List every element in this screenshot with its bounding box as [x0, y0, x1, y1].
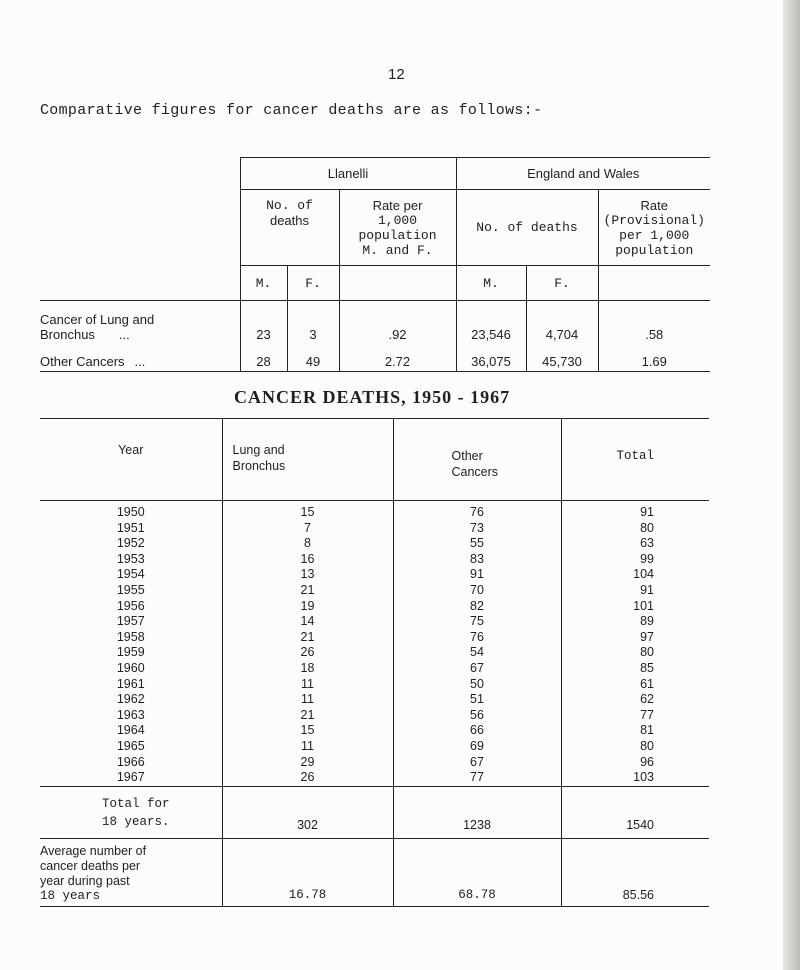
header-ew-m: M. [456, 266, 526, 301]
deaths-body [40, 501, 709, 787]
cell-year: 1967 [116, 770, 145, 785]
cell-ew-rate: .58 [598, 301, 710, 345]
comparison-header-row [40, 190, 710, 266]
cell-total: 80 [561, 521, 709, 537]
total-row [40, 786, 709, 838]
table-row [40, 630, 709, 646]
cell-rate: 2.72 [339, 345, 456, 372]
table-row [40, 661, 709, 677]
header-year: Year [40, 419, 222, 501]
header-lung-bronchus: Lung and Bronchus [222, 419, 393, 501]
cell-lung-bronchus: 26 [222, 770, 393, 786]
cell-total: 89 [561, 614, 709, 630]
total-lung: 302 [222, 786, 393, 838]
cell-other-cancers: 56 [393, 708, 561, 724]
header-ew-deaths: No. of deaths [456, 190, 598, 266]
cell-lung-bronchus: 11 [222, 677, 393, 693]
cell-lung-bronchus: 11 [222, 739, 393, 755]
cell-total: 104 [561, 567, 709, 583]
cell-year: 1955 [116, 582, 145, 597]
cell-year: 1951 [116, 520, 145, 535]
average-label: Average number of cancer deaths per year during past 18 years [40, 838, 222, 906]
cell-total: 63 [561, 536, 709, 552]
cell-total: 61 [561, 677, 709, 693]
cell-year: 1957 [116, 614, 145, 629]
table-row [40, 552, 709, 568]
cell-year: 1962 [116, 692, 145, 707]
table-row [40, 536, 709, 552]
cell-year: 1965 [116, 738, 145, 753]
cell-year: 1952 [116, 536, 145, 551]
cell-lung-bronchus: 14 [222, 614, 393, 630]
cell-year: 1950 [40, 501, 222, 521]
cell-lung-bronchus: 21 [222, 583, 393, 599]
table-row [40, 645, 709, 661]
cell-other-cancers: 66 [393, 723, 561, 739]
cell-lung-bronchus: 15 [222, 723, 393, 739]
cell-lung-bronchus: 19 [222, 599, 393, 615]
cell-lung-bronchus: 26 [222, 645, 393, 661]
comparison-mf-row [40, 266, 710, 301]
header-ew-f: F. [526, 266, 598, 301]
table-row [40, 770, 709, 786]
cell-year: 1963 [116, 707, 145, 722]
cell-total: 77 [561, 708, 709, 724]
comparison-group-header-row [40, 158, 710, 190]
average-all: 85.56 [561, 838, 709, 906]
table-row [40, 614, 709, 630]
page-number: 12 [388, 66, 405, 83]
cell-ew-m: 36,075 [456, 345, 526, 372]
cell-year: 1966 [116, 754, 145, 769]
deaths-header-row [40, 419, 709, 501]
cell-total: 96 [561, 755, 709, 771]
table-row [40, 501, 709, 521]
cell-other-cancers: 73 [393, 521, 561, 537]
cell-other-cancers: 83 [393, 552, 561, 568]
header-total: Total [561, 419, 709, 501]
cell-lung-bronchus: 13 [222, 567, 393, 583]
cell-lung-bronchus: 16 [222, 552, 393, 568]
cell-other-cancers: 54 [393, 645, 561, 661]
cell-year: 1961 [116, 676, 145, 691]
cell-ew-rate: 1.69 [598, 345, 710, 372]
cell-lung-bronchus: 21 [222, 708, 393, 724]
row-label-other: Other Cancers ... [40, 345, 240, 372]
comparison-table [40, 157, 710, 372]
table-row [40, 692, 709, 708]
cell-lung-bronchus: 18 [222, 661, 393, 677]
total-all: 1540 [561, 786, 709, 838]
average-row [40, 838, 709, 906]
cell-total: 62 [561, 692, 709, 708]
cell-total: 80 [561, 739, 709, 755]
cell-other-cancers: 51 [393, 692, 561, 708]
cell-other-cancers: 77 [393, 770, 561, 786]
cell-lung-bronchus: 21 [222, 630, 393, 646]
cell-rate: .92 [339, 301, 456, 345]
cell-year: 1959 [116, 645, 145, 660]
table-row [40, 755, 709, 771]
cell-other-cancers: 76 [393, 630, 561, 646]
table-row [40, 599, 709, 615]
cell-f: 49 [287, 345, 339, 372]
cell-other-cancers: 67 [393, 755, 561, 771]
cell-f: 3 [287, 301, 339, 345]
row-label-lung: Cancer of Lung and Bronchus ... [40, 301, 240, 345]
cell-m: 28 [240, 345, 287, 372]
header-no-deaths: No. of deaths [240, 190, 339, 266]
group-header-llanelli: Llanelli [240, 158, 456, 190]
cell-lung-bronchus: 8 [222, 536, 393, 552]
cell-year: 1954 [116, 567, 145, 582]
table-row [40, 567, 709, 583]
cell-ew-f: 45,730 [526, 345, 598, 372]
cell-year: 1956 [116, 598, 145, 613]
total-other: 1238 [393, 786, 561, 838]
cell-lung-bronchus: 29 [222, 755, 393, 771]
table-row [40, 708, 709, 724]
cell-total: 80 [561, 645, 709, 661]
cell-other-cancers: 50 [393, 677, 561, 693]
cell-ew-m: 23,546 [456, 301, 526, 345]
cell-total: 101 [561, 599, 709, 615]
comparison-row-lung [40, 301, 710, 345]
cell-lung-bronchus: 7 [222, 521, 393, 537]
cell-year: 1964 [116, 723, 145, 738]
section-title: CANCER DEATHS, 1950 - 1967 [234, 387, 511, 407]
cell-total: 91 [561, 501, 709, 521]
average-other: 68.78 [393, 838, 561, 906]
cell-other-cancers: 76 [393, 501, 561, 521]
cell-other-cancers: 69 [393, 739, 561, 755]
cell-year: 1953 [116, 551, 145, 566]
cell-other-cancers: 91 [393, 567, 561, 583]
header-rate: Rate per 1,000 population M. and F. [339, 190, 456, 266]
table-row [40, 739, 709, 755]
table-row [40, 521, 709, 537]
cell-lung-bronchus: 11 [222, 692, 393, 708]
cell-other-cancers: 55 [393, 536, 561, 552]
cell-total: 85 [561, 661, 709, 677]
table-row [40, 723, 709, 739]
cell-other-cancers: 67 [393, 661, 561, 677]
header-m: M. [240, 266, 287, 301]
cell-total: 99 [561, 552, 709, 568]
cell-m: 23 [240, 301, 287, 345]
header-f: F. [287, 266, 339, 301]
cell-other-cancers: 75 [393, 614, 561, 630]
intro-text: Comparative figures for cancer deaths are as follows:- [40, 102, 543, 119]
page-edge-shadow [783, 0, 800, 970]
group-header-england-wales: England and Wales [456, 158, 710, 190]
cell-year: 1958 [116, 629, 145, 644]
average-lung: 16.78 [222, 838, 393, 906]
cell-other-cancers: 70 [393, 583, 561, 599]
table-row [40, 583, 709, 599]
cell-total: 91 [561, 583, 709, 599]
cell-ew-f: 4,704 [526, 301, 598, 345]
comparison-row-other [40, 345, 710, 372]
total-label: Total for 18 years. [40, 786, 222, 838]
header-other-cancers: Other Cancers [393, 419, 561, 501]
cell-other-cancers: 82 [393, 599, 561, 615]
cell-total: 97 [561, 630, 709, 646]
header-ew-rate: Rate (Provisional) per 1,000 population [598, 190, 710, 266]
cell-lung-bronchus: 15 [222, 501, 393, 521]
cell-total: 103 [561, 770, 709, 786]
cancer-deaths-table [40, 418, 709, 907]
cell-total: 81 [561, 723, 709, 739]
table-row [40, 677, 709, 693]
cell-year: 1960 [116, 660, 145, 675]
